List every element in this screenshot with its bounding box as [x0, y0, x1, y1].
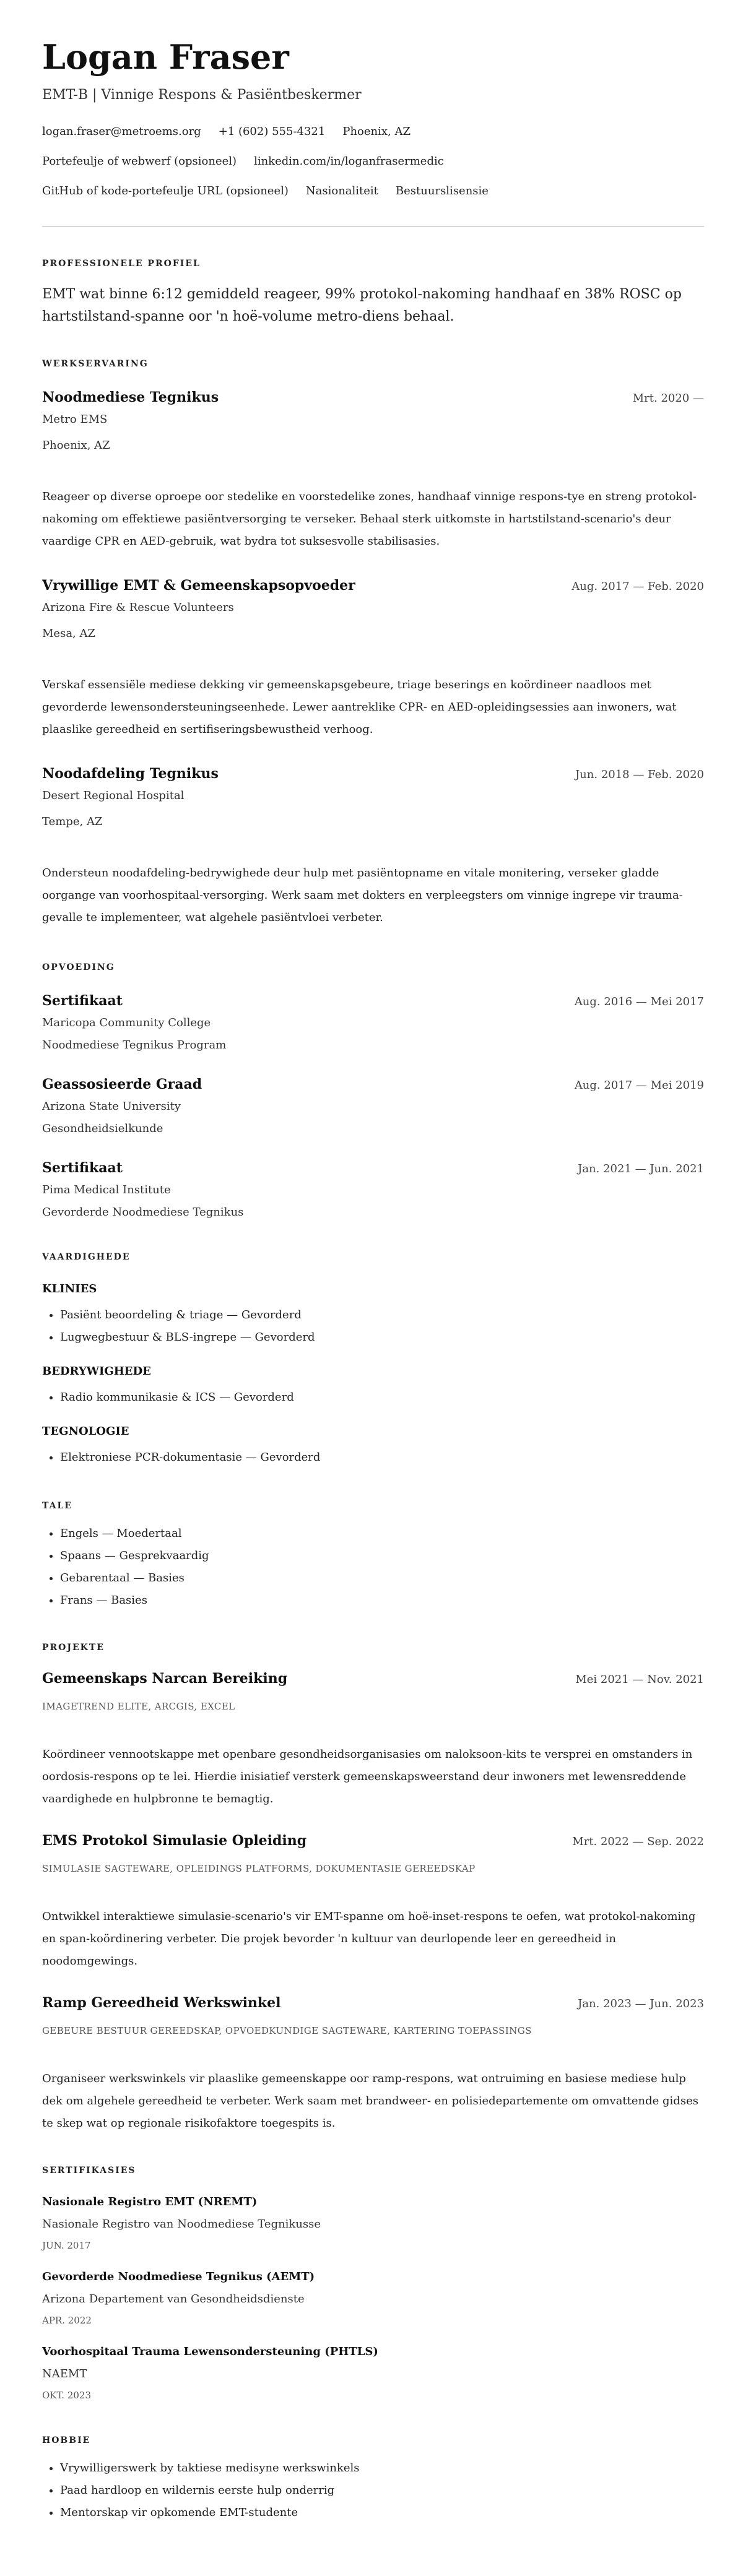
- skill-group-heading: BEDRYWIGHEDE: [42, 1365, 151, 1378]
- job-entry: [42, 388, 704, 553]
- degree: Sertifikaat: [42, 1160, 123, 1176]
- hobby-item: • Vrywilligerswerk by taktiese medisyne werkswinkels: [60, 2457, 704, 2479]
- languages-section: [42, 1500, 704, 1612]
- education-section: [42, 961, 704, 1221]
- skill-list: [42, 1304, 704, 1349]
- certification-name: Voorhospitaal Trauma Lewensondersteuning (PHTLS): [42, 2345, 378, 2358]
- school: Arizona State University: [42, 1100, 181, 1113]
- project-dates: Mei 2021 — Nov. 2021: [575, 1673, 704, 1686]
- certifications-section: [42, 2164, 704, 2403]
- project-dates: Jan. 2023 — Jun. 2023: [578, 1997, 704, 2010]
- section-heading: HOBBIE: [42, 2436, 91, 2445]
- skills-list: [42, 1282, 704, 1469]
- degree: Sertifikaat: [42, 993, 123, 1009]
- project-dates: Mrt. 2022 — Sep. 2022: [572, 1835, 704, 1848]
- contact-item[interactable]: linkedin.com/in/loganfrasermedic: [254, 155, 444, 168]
- project-description: Organiseer werkswinkels vir plaaslike gemeenskappe oor ramp-respons, wat ontruiming en basiese mediese hulp dek om algehele gereedheid te verbeter. Werk saam met brandweer- en polisiedepartemente om omvattende gidses te skep wat op regionale risikofaktore toegespits is.: [42, 2072, 698, 2130]
- contact-item: Phoenix, AZ: [342, 125, 411, 138]
- hobby-item: • Mentorskap vir opkomende EMT-studente: [60, 2502, 704, 2524]
- project-header: [42, 1994, 704, 2013]
- field-of-study: Gevorderde Noodmediese Tegnikus: [42, 1206, 244, 1219]
- certification-name: Nasionale Registro EMT (NREMT): [42, 2195, 258, 2208]
- job-organization: Desert Regional Hospital: [42, 789, 185, 802]
- project-entry: [42, 1831, 704, 1973]
- education-dates: Aug. 2017 — Mei 2019: [574, 1079, 704, 1092]
- contact-info: [42, 117, 704, 206]
- project-technologies: SIMULASIE SAGTEWARE, OPLEIDINGS PLATFORMS, DOKUMENTASIE GEREEDSKAP: [42, 1863, 476, 1874]
- project-description: Ontwikkel interaktiewe simulasie-scenario's vir EMT-spanne om hoë-inset-respons te oefen, wat protokol-nakoming en span-koördinering verbeter. Die projek bevorder 'n kultuur van deurlopende leer en gereedheid in noodomgewings.: [42, 1910, 696, 1968]
- skill-group-heading: KLINIES: [42, 1282, 97, 1295]
- language-item: • Gebarentaal — Basies: [60, 1567, 704, 1589]
- exp-list: [42, 388, 704, 929]
- project-entry: [42, 1994, 704, 2135]
- job-title: Noodmediese Tegnikus: [42, 389, 219, 405]
- hobbies-section: [42, 2434, 704, 2524]
- project-header: [42, 1669, 704, 1689]
- school: Pima Medical Institute: [42, 1183, 171, 1196]
- field-of-study: Noodmediese Tegnikus Program: [42, 1039, 227, 1052]
- header-divider: [42, 226, 704, 227]
- language-item: • Spaans — Gesprekvaardig: [60, 1545, 704, 1567]
- edu-list: [42, 992, 704, 1221]
- job-location: Mesa, AZ: [42, 627, 96, 640]
- project-title: EMS Protokol Simulasie Opleiding: [42, 1833, 307, 1849]
- contact-item: Bestuurslisensie: [395, 184, 489, 197]
- hobby-list: [42, 2457, 704, 2524]
- job-organization: Metro EMS: [42, 413, 108, 426]
- contact-item[interactable]: Portefeulje of webwerf (opsioneel): [42, 155, 237, 168]
- contact-item: +1 (602) 555-4321: [218, 125, 326, 138]
- certification-date: JUN. 2017: [42, 2240, 91, 2251]
- project-technologies: IMAGETREND ELITE, ARCGIS, EXCEL: [42, 1701, 235, 1712]
- candidate-name: Logan Fraser: [42, 37, 289, 77]
- job-dates: Aug. 2017 — Feb. 2020: [571, 580, 704, 593]
- contact-row: [42, 176, 704, 206]
- certification-entry: [42, 2193, 704, 2253]
- skill-item: • Elektroniese PCR-dokumentasie — Gevorderd: [60, 1446, 704, 1469]
- certification-entry: [42, 2343, 704, 2403]
- contact-row: [42, 147, 704, 176]
- education-header: [42, 1159, 704, 1178]
- project-header: [42, 1831, 704, 1851]
- education-header: [42, 992, 704, 1011]
- education-entry: [42, 992, 704, 1054]
- school: Maricopa Community College: [42, 1016, 211, 1029]
- job-entry: [42, 576, 704, 741]
- education-entry: [42, 1159, 704, 1221]
- job-dates: Jun. 2018 — Feb. 2020: [575, 768, 704, 781]
- language-item: • Engels — Moedertaal: [60, 1523, 704, 1545]
- job-description: Reageer op diverse oproepe oor stedelike en voorstedelike zones, handhaaf vinnige respons-tye en streng protokol-nakoming om effektiewe pasiëntversorging te verseker. Behaal sterk uitkomste in hartstilstand-scenario's deur vaardige CPR en AED-gebruik, wat bydra tot suksesvolle stabilisasies.: [42, 490, 697, 548]
- section-heading: PROFESSIONELE PROFIEL: [42, 259, 201, 269]
- profile-summary: EMT wat binne 6:12 gemiddeld reageer, 99% protokol-nakoming handhaaf en 38% ROSC op hartstilstand-spanne oor 'n hoë-volume metro-diens behaal.: [42, 287, 682, 324]
- language-item: • Frans — Basies: [60, 1589, 704, 1612]
- degree: Geassosieerde Graad: [42, 1076, 202, 1092]
- section-heading: VAARDIGHEDE: [42, 1252, 131, 1262]
- job-title: Noodafdeling Tegnikus: [42, 766, 219, 782]
- field-of-study: Gesondheidsielkunde: [42, 1122, 163, 1135]
- contact-item[interactable]: GitHub of kode-portefeulje URL (opsioneel): [42, 184, 289, 197]
- section-heading: SERTIFIKASIES: [42, 2166, 136, 2176]
- job-organization: Arizona Fire & Rescue Volunteers: [42, 601, 234, 614]
- section-heading: OPVOEDING: [42, 962, 115, 972]
- contact-item: Nasionaliteit: [305, 184, 378, 197]
- skill-item: • Lugwegbestuur & BLS-ingrepe — Gevorderd: [60, 1326, 704, 1349]
- profile-section: [42, 257, 704, 328]
- certification-date: APR. 2022: [42, 2315, 92, 2326]
- skill-group-heading: TEGNOLOGIE: [42, 1425, 129, 1438]
- project-title: Gemeenskaps Narcan Bereiking: [42, 1671, 288, 1687]
- job-location: Tempe, AZ: [42, 815, 103, 828]
- certification-issuer: NAEMT: [42, 2367, 87, 2380]
- job-location: Phoenix, AZ: [42, 439, 110, 452]
- education-header: [42, 1075, 704, 1095]
- skills-section: [42, 1251, 704, 1469]
- job-description: Verskaf essensiële mediese dekking vir gemeenskapsgebeure, triage beserings en koördineer naadloos met gevorderde lewensondersteuningseenhede. Lewer aantreklike CPR- en AED-opleidingsessies aan inwoners, wat plaaslike gereedheid en sertifiseringsbewustheid verhoog.: [42, 678, 677, 736]
- certification-date: OKT. 2023: [42, 2390, 92, 2401]
- job-description: Ondersteun noodafdeling-bedrywighede deur hulp met pasiëntopname en vitale monitering, verseker gladde oorgange van voorhospitaal-versorging. Werk saam met dokters en verpleegsters om vinnige ingrepe vir trauma-gevalle te implementeer, wat algehele pasiëntvloei verbeter.: [42, 867, 683, 924]
- job-entry: [42, 764, 704, 929]
- certs-list: [42, 2193, 704, 2403]
- skill-list: [42, 1386, 704, 1409]
- candidate-title: EMT-B | Vinnige Respons & Pasiëntbeskermer: [42, 87, 362, 103]
- projects-list: [42, 1669, 704, 2135]
- project-entry: [42, 1669, 704, 1810]
- project-technologies: GEBEURE BESTUUR GEREEDSKAP, OPVOEDKUNDIGE SAGTEWARE, KARTERING TOEPASSINGS: [42, 2025, 532, 2036]
- section-heading: TALE: [42, 1501, 73, 1511]
- experience-section: [42, 358, 704, 929]
- section-heading: PROJEKTE: [42, 1643, 105, 1653]
- section-heading: WERKSERVARING: [42, 359, 149, 369]
- job-title: Vrywillige EMT & Gemeenskapsopvoeder: [42, 577, 355, 594]
- education-dates: Jan. 2021 — Jun. 2021: [578, 1162, 704, 1175]
- certification-name: Gevorderde Noodmediese Tegnikus (AEMT): [42, 2270, 315, 2283]
- language-list: [42, 1523, 704, 1612]
- job-dates: Mrt. 2020 —: [632, 392, 704, 405]
- contact-row: [42, 117, 704, 147]
- job-header: [42, 388, 704, 408]
- certification-entry: [42, 2268, 704, 2328]
- certification-issuer: Nasionale Registro van Noodmediese Tegnikusse: [42, 2218, 321, 2231]
- projects-section: [42, 1641, 704, 2135]
- education-entry: [42, 1075, 704, 1138]
- hobby-item: • Paad hardloop en wildernis eerste hulp onderrig: [60, 2479, 704, 2502]
- skill-item: • Radio kommunikasie & ICS — Gevorderd: [60, 1386, 704, 1409]
- project-description: Koördineer vennootskappe met openbare gesondheidsorganisasies om naloksoon-kits te versprei en omstanders in oordosis-respons op te lei. Hierdie inisiatief versterk gemeenskapsweerstand deur inwoners met lewensreddende vaardighede en hulpbronne te bemagtig.: [42, 1748, 693, 1805]
- project-title: Ramp Gereedheid Werkswinkel: [42, 1995, 281, 2011]
- job-header: [42, 576, 704, 596]
- skill-item: • Pasiënt beoordeling & triage — Gevorderd: [60, 1304, 704, 1326]
- job-header: [42, 764, 704, 784]
- contact-item[interactable]: logan.fraser@metroems.org: [42, 125, 201, 138]
- skill-list: [42, 1446, 704, 1469]
- certification-issuer: Arizona Departement van Gesondheidsdienste: [42, 2293, 305, 2306]
- education-dates: Aug. 2016 — Mei 2017: [574, 995, 704, 1008]
